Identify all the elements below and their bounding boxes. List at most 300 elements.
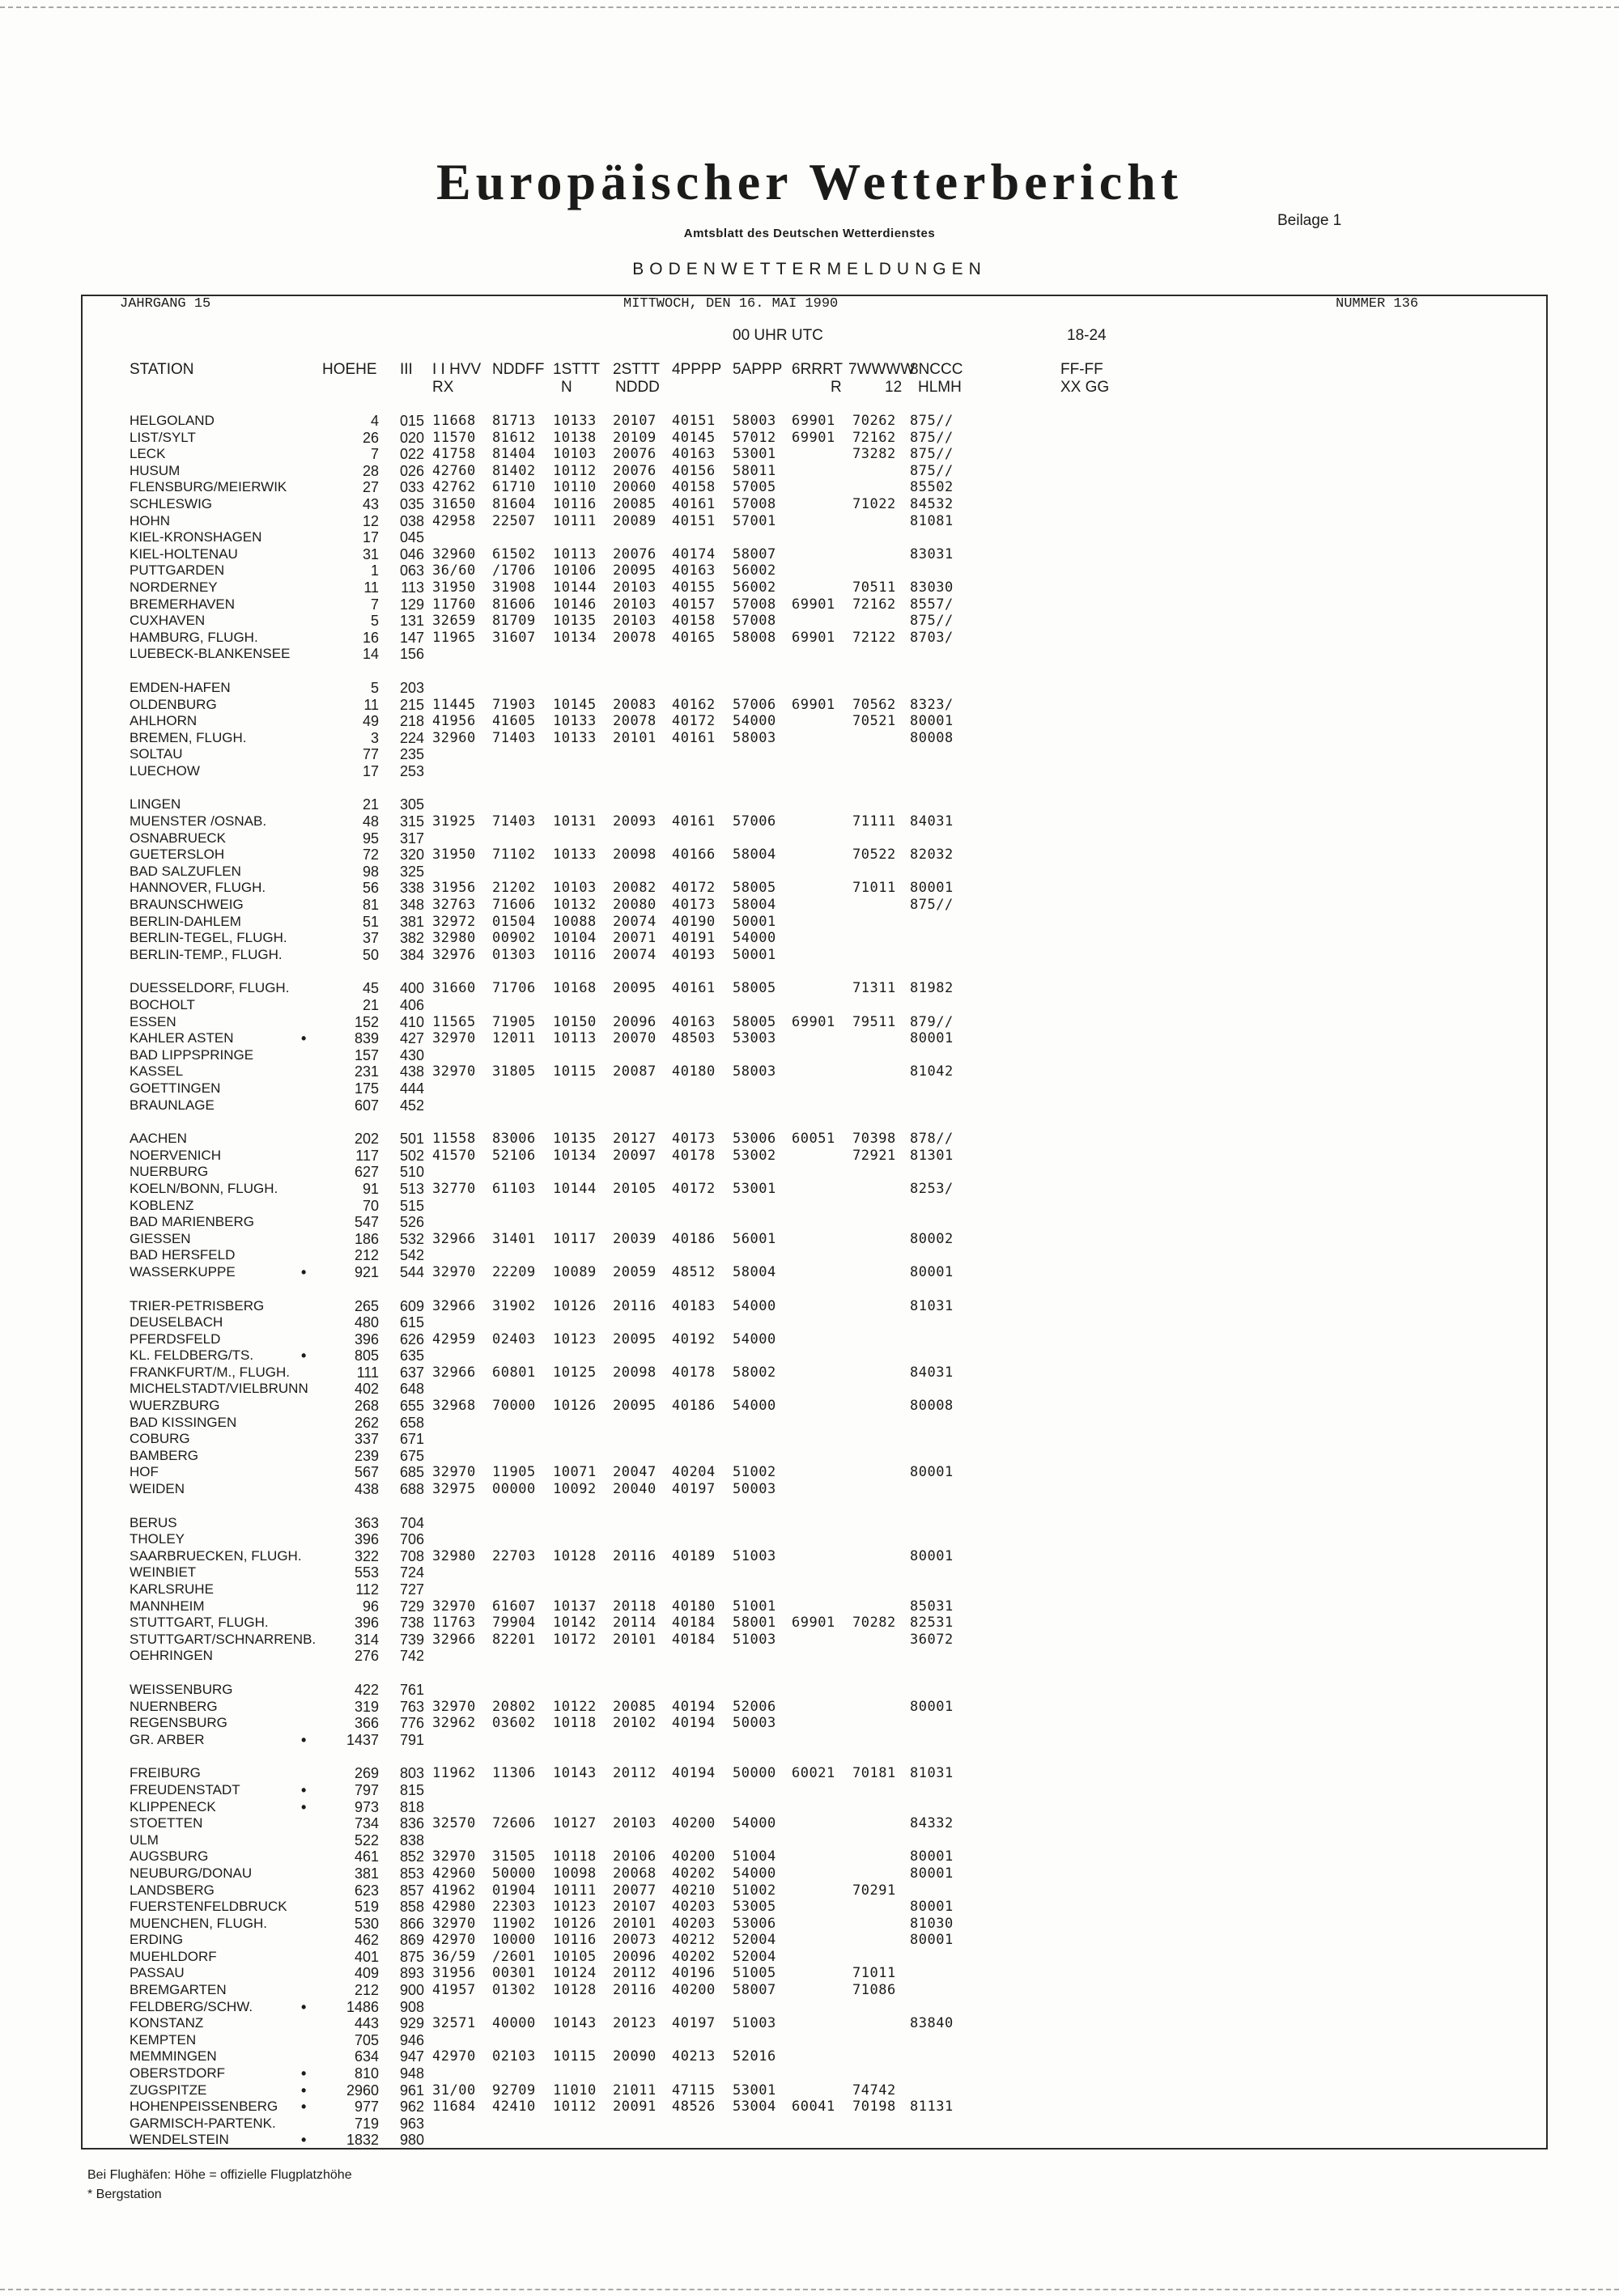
- synop-group: 72162: [852, 596, 896, 613]
- station-iii: 648: [399, 1381, 424, 1398]
- station-row: [0, 1231, 1619, 1248]
- station-iii: 893: [399, 1965, 424, 1982]
- station-iii: 609: [399, 1297, 424, 1314]
- station-name: CUXHAVEN: [130, 613, 206, 629]
- station-iii: 869: [399, 1932, 424, 1949]
- station-name: STUTTGART, FLUGH.: [130, 1615, 269, 1631]
- synop-group: 41956: [432, 713, 476, 730]
- station-iii: 866: [399, 1915, 424, 1932]
- synop-group: 40213: [672, 2048, 716, 2065]
- synop-group: 32970: [432, 1848, 476, 1865]
- station-hoehe: 461: [354, 1848, 379, 1865]
- synop-group: 10123: [553, 1330, 597, 1347]
- station-iii: 675: [399, 1447, 424, 1464]
- synop-group: 42762: [432, 479, 476, 496]
- station-iii: 253: [399, 762, 424, 779]
- synop-group: 11965: [432, 629, 476, 646]
- synop-group: 10110: [553, 479, 597, 496]
- station-name: SAARBRUECKEN, FLUGH.: [130, 1547, 302, 1564]
- page-subtitle: Amtsblatt des Deutschen Wetterdienstes: [683, 227, 936, 240]
- synop-group: 41957: [432, 1982, 476, 1999]
- station-row: [0, 897, 1619, 914]
- synop-group: 71706: [492, 980, 536, 997]
- synop-group: 10105: [553, 1948, 597, 1965]
- synop-group: 53003: [733, 1030, 776, 1047]
- synop-group: 41962: [432, 1882, 476, 1899]
- section-title: BODENWETTERMELDUNGEN: [632, 260, 987, 278]
- synop-group: 51001: [733, 1598, 776, 1615]
- synop-group: 84332: [910, 1815, 954, 1832]
- synop-group: 80008: [910, 729, 954, 746]
- station-iii: 818: [399, 1798, 424, 1815]
- synop-group: 57006: [733, 696, 776, 713]
- synop-group: 02403: [492, 1330, 536, 1347]
- synop-group: 42970: [432, 2048, 476, 2065]
- synop-group: 10135: [553, 1131, 597, 1148]
- station-name: PASSAU: [130, 1965, 185, 1981]
- synop-group: 42960: [432, 1865, 476, 1882]
- station-iii: 761: [399, 1681, 424, 1698]
- synop-group: 74742: [852, 2082, 896, 2099]
- station-row: [0, 479, 1619, 496]
- station-name: DEUSELBACH: [130, 1314, 223, 1330]
- synop-group: 70522: [852, 847, 896, 864]
- synop-group: 22303: [492, 1899, 536, 1916]
- synop-group: 10133: [553, 713, 597, 730]
- station-iii: 038: [399, 512, 424, 529]
- station-row: [0, 1448, 1619, 1465]
- synop-group: 81031: [910, 1765, 954, 1782]
- synop-group: 879//: [910, 1013, 954, 1030]
- station-iii: 853: [399, 1865, 424, 1882]
- synop-group: 02103: [492, 2048, 536, 2065]
- synop-group: 10089: [553, 1263, 597, 1280]
- synop-group: 11565: [432, 1013, 476, 1030]
- synop-group: 40180: [672, 1063, 716, 1080]
- synop-group: 20098: [613, 847, 657, 864]
- station-row: [0, 1615, 1619, 1632]
- synop-group: 56002: [733, 579, 776, 596]
- synop-group: 40166: [672, 847, 716, 864]
- station-hoehe: 17: [362, 529, 379, 546]
- station-row: [0, 864, 1619, 881]
- station-hoehe: 16: [362, 629, 379, 646]
- synop-group: 52004: [733, 1932, 776, 1949]
- synop-group: 51003: [733, 1547, 776, 1564]
- synop-group: 40178: [672, 1364, 716, 1381]
- station-iii: 338: [399, 880, 424, 897]
- synop-group: 8703/: [910, 629, 954, 646]
- synop-group: 58004: [733, 1263, 776, 1280]
- station-row: [0, 630, 1619, 647]
- synop-group: 84031: [910, 1364, 954, 1381]
- station-hoehe: 705: [354, 2031, 379, 2048]
- station-hoehe: 77: [362, 746, 379, 763]
- synop-group: 20078: [613, 629, 657, 646]
- station-hoehe: 51: [362, 913, 379, 930]
- synop-group: 69901: [792, 429, 835, 446]
- station-iii: 033: [399, 479, 424, 496]
- station-iii: 026: [399, 462, 424, 479]
- station-row: [0, 430, 1619, 447]
- station-iii: 315: [399, 813, 424, 830]
- synop-group: 70198: [852, 2099, 896, 2116]
- page-header: [0, 154, 1619, 279]
- synop-group: 20095: [613, 1330, 657, 1347]
- synop-group: 48512: [672, 1263, 716, 1280]
- station-name: ULM: [130, 1831, 159, 1848]
- synop-group: 10145: [553, 696, 597, 713]
- station-iii: 544: [399, 1263, 424, 1280]
- synop-group: 50001: [733, 946, 776, 963]
- synop-group: 58007: [733, 1982, 776, 1999]
- synop-group: 11763: [432, 1615, 476, 1632]
- synop-group: 10124: [553, 1965, 597, 1982]
- station-hoehe: 401: [354, 1948, 379, 1965]
- mountain-station-marker: •: [301, 1798, 307, 1815]
- synop-group: 32970: [432, 1464, 476, 1481]
- station-hoehe: 797: [354, 1781, 379, 1798]
- station-row: [0, 1832, 1619, 1849]
- station-iii: 626: [399, 1330, 424, 1347]
- station-row: [0, 2065, 1619, 2082]
- station-iii: 400: [399, 980, 424, 997]
- station-iii: 875: [399, 1948, 424, 1965]
- station-hoehe: 212: [354, 1982, 379, 1999]
- synop-group: 40165: [672, 629, 716, 646]
- synop-group: 11558: [432, 1131, 476, 1148]
- synop-group: 40163: [672, 562, 716, 579]
- station-hoehe: 366: [354, 1715, 379, 1732]
- synop-group: 71011: [852, 880, 896, 897]
- station-name: BOCHOLT: [130, 997, 195, 1012]
- station-row: [0, 1782, 1619, 1799]
- station-name: BERUS: [130, 1514, 177, 1530]
- synop-group: 875//: [910, 462, 954, 479]
- synop-group: 40173: [672, 897, 716, 914]
- synop-group: 70181: [852, 1765, 896, 1782]
- synop-group: 69901: [792, 413, 835, 429]
- synop-group: 20103: [613, 613, 657, 630]
- synop-group: 31607: [492, 629, 536, 646]
- mountain-station-marker: •: [301, 1347, 307, 1364]
- station-hoehe: 480: [354, 1314, 379, 1331]
- station-name: BREMEN, FLUGH.: [130, 729, 247, 745]
- synop-group: 42410: [492, 2099, 536, 2116]
- station-hoehe: 72: [362, 847, 379, 864]
- synop-group: 20047: [613, 1464, 657, 1481]
- synop-group: 51004: [733, 1848, 776, 1865]
- synop-group: 11905: [492, 1464, 536, 1481]
- station-iii: 727: [399, 1581, 424, 1598]
- synop-group: 79904: [492, 1615, 536, 1632]
- station-name: AACHEN: [130, 1131, 187, 1147]
- synop-group: 878//: [910, 1131, 954, 1148]
- synop-group: 40173: [672, 1131, 716, 1148]
- station-row: [0, 1982, 1619, 1999]
- synop-group: 71403: [492, 813, 536, 830]
- station-name: HUSUM: [130, 462, 181, 478]
- synop-group: 20096: [613, 1948, 657, 1965]
- synop-group: 10131: [553, 813, 597, 830]
- col-header-hvv: I I HVV: [432, 361, 482, 378]
- synop-group: 40158: [672, 479, 716, 496]
- synop-group: 20073: [613, 1932, 657, 1949]
- station-row: [0, 1148, 1619, 1165]
- station-hoehe: 530: [354, 1915, 379, 1932]
- synop-group: 10138: [553, 429, 597, 446]
- station-iii: 858: [399, 1899, 424, 1916]
- synop-group: 10092: [553, 1481, 597, 1498]
- station-row: [0, 1765, 1619, 1782]
- station-row: [0, 1131, 1619, 1148]
- synop-group: 50003: [733, 1715, 776, 1732]
- station-iii: 147: [399, 629, 424, 646]
- station-hoehe: 152: [354, 1013, 379, 1030]
- synop-group: 10115: [553, 1063, 597, 1080]
- synop-group: 20102: [613, 1715, 657, 1732]
- station-row: [0, 1581, 1619, 1598]
- synop-group: 61607: [492, 1598, 536, 1615]
- station-name: GR. ARBER: [130, 1731, 205, 1747]
- synop-group: 31956: [432, 880, 476, 897]
- station-iii: 526: [399, 1214, 424, 1231]
- station-name: MEMMINGEN: [130, 2048, 217, 2065]
- synop-group: 20107: [613, 413, 657, 429]
- synop-group: 10144: [553, 579, 597, 596]
- mountain-station-marker: •: [301, 1030, 307, 1047]
- synop-group: 40193: [672, 946, 716, 963]
- station-hoehe: 1832: [346, 2132, 379, 2149]
- synop-group: 20077: [613, 1882, 657, 1899]
- synop-group: 51003: [733, 1631, 776, 1648]
- synop-group: 10106: [553, 562, 597, 579]
- synop-group: 81606: [492, 596, 536, 613]
- footnote-airports: Bei Flughäfen: Höhe = offizielle Flugplatzhöhe: [87, 2168, 352, 2182]
- synop-group: 40186: [672, 1398, 716, 1415]
- station-hoehe: 7: [370, 446, 379, 463]
- synop-group: 54000: [733, 1330, 776, 1347]
- synop-group: 40203: [672, 1915, 716, 1932]
- synop-group: 54000: [733, 1297, 776, 1314]
- station-row: [0, 813, 1619, 830]
- synop-group: 32975: [432, 1481, 476, 1498]
- station-name: DUESSELDORF, FLUGH.: [130, 980, 290, 996]
- synop-group: 81604: [492, 495, 536, 512]
- station-row: [0, 980, 1619, 997]
- synop-group: 40189: [672, 1547, 716, 1564]
- station-row: [0, 1398, 1619, 1415]
- col-header-ff: FF-FF: [1060, 361, 1103, 378]
- synop-group: 00000: [492, 1481, 536, 1498]
- station-name: GIESSEN: [130, 1230, 191, 1246]
- station-name: MUEHLDORF: [130, 1948, 217, 1964]
- station-hoehe: 48: [362, 813, 379, 830]
- station-name: WEIDEN: [130, 1481, 185, 1497]
- synop-group: 10123: [553, 1899, 597, 1916]
- synop-group: 11684: [432, 2099, 476, 2116]
- synop-group: 20101: [613, 729, 657, 746]
- station-name: HOHENPEISSENBERG: [130, 2099, 278, 2115]
- synop-group: 32980: [432, 1547, 476, 1564]
- station-hoehe: 977: [354, 2099, 379, 2116]
- station-row: [0, 1214, 1619, 1231]
- station-hoehe: 265: [354, 1297, 379, 1314]
- synop-group: 85502: [910, 479, 954, 496]
- synop-group: 52006: [733, 1698, 776, 1715]
- station-iii: 948: [399, 2065, 424, 2082]
- station-name: PFERDSFELD: [130, 1330, 221, 1347]
- synop-group: 83031: [910, 545, 954, 562]
- col-header-8nccc: 8NCCC: [910, 361, 963, 378]
- station-row: [0, 947, 1619, 964]
- station-iii: 444: [399, 1080, 424, 1097]
- station-row: [0, 763, 1619, 780]
- station-name: MICHELSTADT/VIELBRUNN: [130, 1381, 308, 1397]
- synop-group: 31805: [492, 1063, 536, 1080]
- synop-group: 42970: [432, 1932, 476, 1949]
- synop-group: 51003: [733, 2015, 776, 2032]
- synop-group: 20090: [613, 2048, 657, 2065]
- synop-group: 80001: [910, 1698, 954, 1715]
- synop-group: 40200: [672, 1848, 716, 1865]
- synop-group: 84031: [910, 813, 954, 830]
- station-iii: 947: [399, 2048, 424, 2065]
- synop-group: 10115: [553, 2048, 597, 2065]
- station-row: [0, 1899, 1619, 1916]
- synop-group: 10172: [553, 1631, 597, 1648]
- synop-group: 53001: [733, 1180, 776, 1197]
- synop-group: 81612: [492, 429, 536, 446]
- synop-group: 10116: [553, 1932, 597, 1949]
- synop-group: 10103: [553, 446, 597, 463]
- station-row: [0, 579, 1619, 596]
- station-iii: 427: [399, 1030, 424, 1047]
- station-row: [0, 1932, 1619, 1949]
- synop-group: 20095: [613, 980, 657, 997]
- station-hoehe: 56: [362, 880, 379, 897]
- mountain-station-marker: •: [301, 2065, 307, 2082]
- footnote-mountain: * Bergstation: [87, 2188, 162, 2201]
- station-iii: 704: [399, 1514, 424, 1531]
- utc-label: 00 UHR UTC: [733, 327, 823, 344]
- station-row: [0, 2132, 1619, 2149]
- synop-group: 71905: [492, 1013, 536, 1030]
- station-hoehe: 973: [354, 1798, 379, 1815]
- synop-group: 80001: [910, 1263, 954, 1280]
- station-hoehe: 422: [354, 1681, 379, 1698]
- station-name: LANDSBERG: [130, 1882, 215, 1898]
- synop-group: 20089: [613, 512, 657, 529]
- date-label: MITTWOCH, DEN 16. MAI 1990: [623, 296, 839, 312]
- station-hoehe: 519: [354, 1899, 379, 1916]
- synop-group: 31908: [492, 579, 536, 596]
- synop-group: 81404: [492, 446, 536, 463]
- station-row: [0, 1247, 1619, 1264]
- station-iii: 382: [399, 930, 424, 947]
- synop-group: 51005: [733, 1965, 776, 1982]
- station-hoehe: 1486: [346, 1998, 379, 2015]
- synop-group: 50003: [733, 1481, 776, 1498]
- station-name: HAMBURG, FLUGH.: [130, 629, 258, 645]
- station-name: WENDELSTEIN: [130, 2132, 229, 2148]
- synop-group: 57008: [733, 596, 776, 613]
- synop-group: 10133: [553, 413, 597, 429]
- synop-group: 32966: [432, 1230, 476, 1247]
- synop-group: 42959: [432, 1330, 476, 1347]
- synop-group: 31650: [432, 495, 476, 512]
- station-name: ESSEN: [130, 1013, 176, 1029]
- station-name: KARLSRUHE: [130, 1581, 214, 1597]
- synop-group: 40197: [672, 2015, 716, 2032]
- synop-group: 80001: [910, 1865, 954, 1882]
- synop-group: 40184: [672, 1631, 716, 1648]
- synop-group: 73282: [852, 446, 896, 463]
- station-name: EMDEN-HAFEN: [130, 679, 231, 695]
- synop-group: 10116: [553, 946, 597, 963]
- station-row: [0, 1030, 1619, 1047]
- synop-group: 40156: [672, 462, 716, 479]
- station-name: REGENSBURG: [130, 1715, 227, 1731]
- synop-group: 53004: [733, 2099, 776, 2116]
- synop-group: 36/59: [432, 1948, 476, 1965]
- synop-group: 83840: [910, 2015, 954, 2032]
- synop-group: 20039: [613, 1230, 657, 1247]
- station-iii: 515: [399, 1197, 424, 1214]
- synop-group: 80002: [910, 1230, 954, 1247]
- station-name: BAMBERG: [130, 1447, 199, 1463]
- synop-group: 40194: [672, 1715, 716, 1732]
- station-iii: 046: [399, 545, 424, 562]
- synop-group: 69901: [792, 1615, 835, 1632]
- station-hoehe: 231: [354, 1063, 379, 1080]
- station-name: WEISSENBURG: [130, 1681, 233, 1697]
- station-row: [0, 1564, 1619, 1581]
- station-iii: 156: [399, 646, 424, 663]
- synop-group: 20127: [613, 1131, 657, 1148]
- station-name: SCHLESWIG: [130, 495, 213, 511]
- col-header-nddd: NDDD: [615, 379, 660, 396]
- station-name: MANNHEIM: [130, 1598, 205, 1614]
- station-hoehe: 157: [354, 1046, 379, 1063]
- synop-group: 71102: [492, 847, 536, 864]
- synop-group: 10126: [553, 1297, 597, 1314]
- station-iii: 022: [399, 446, 424, 463]
- synop-group: 54000: [733, 1815, 776, 1832]
- synop-group: 40191: [672, 930, 716, 947]
- station-row: [0, 463, 1619, 480]
- synop-group: 10126: [553, 1398, 597, 1415]
- synop-group: 47115: [672, 2082, 716, 2099]
- station-iii: 738: [399, 1615, 424, 1632]
- station-row: [0, 2116, 1619, 2133]
- synop-group: 10118: [553, 1715, 597, 1732]
- synop-group: 70000: [492, 1398, 536, 1415]
- station-hoehe: 27: [362, 479, 379, 496]
- synop-group: /1706: [492, 562, 536, 579]
- synop-group: 11760: [432, 596, 476, 613]
- synop-group: 20093: [613, 813, 657, 830]
- station-row: [0, 1648, 1619, 1665]
- synop-group: 20085: [613, 1698, 657, 1715]
- synop-group: 32968: [432, 1398, 476, 1415]
- station-hoehe: 26: [362, 429, 379, 446]
- station-row: [0, 1481, 1619, 1498]
- synop-group: 53001: [733, 2082, 776, 2099]
- synop-group: 10144: [553, 1180, 597, 1197]
- station-iii: 635: [399, 1347, 424, 1364]
- synop-group: 31950: [432, 579, 476, 596]
